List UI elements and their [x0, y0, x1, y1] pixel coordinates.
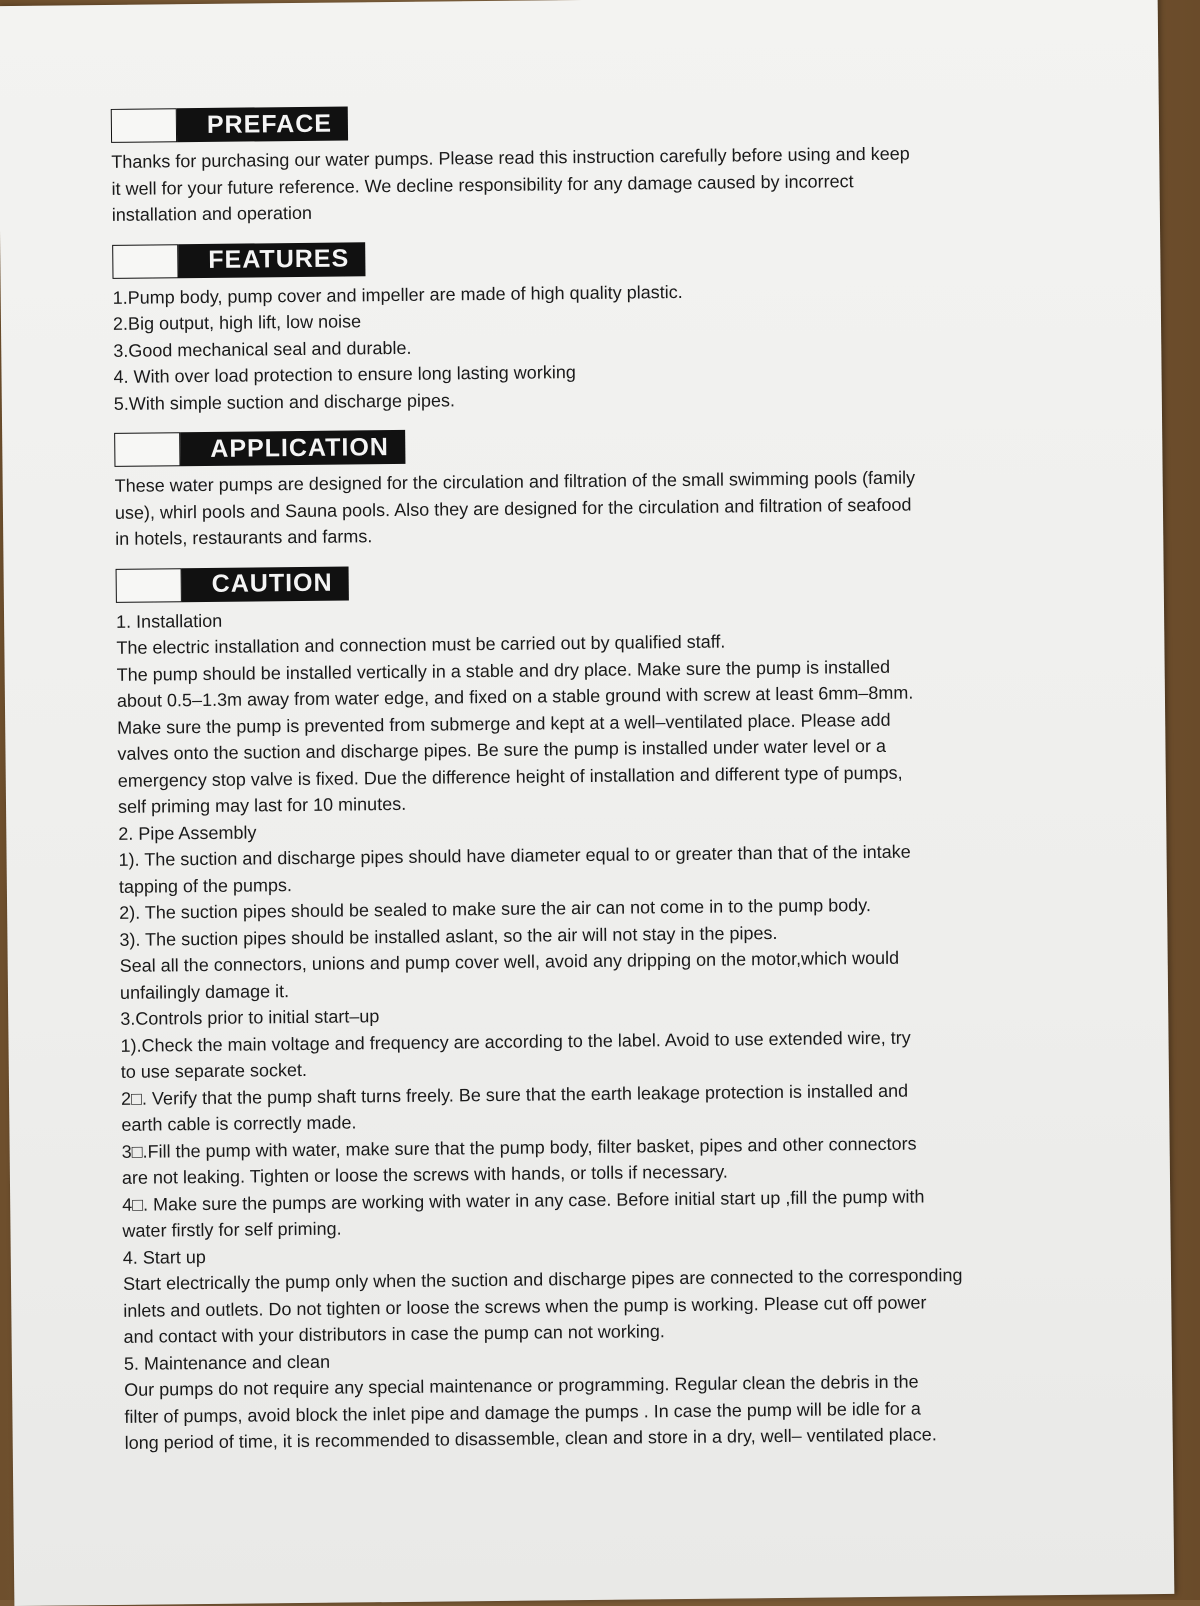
header-blank-box: [111, 108, 177, 143]
application-line: use), whirl pools and Sauna pools. Also they are designed for the circulation and filtration of seafood: [114, 494, 912, 523]
caution-line: The electric installation and connection must be carried out by qualified staff.: [116, 631, 726, 658]
feature-item: 2.Big output, high lift, low noise: [112, 311, 362, 334]
caution-line: Make sure the pump is prevented from submerge and kept at a well–ventilated place. Please add: [117, 709, 891, 738]
feature-item: 4. With over load protection to ensure long lasting working: [113, 362, 576, 387]
header-blank-box: [112, 244, 178, 279]
caution-line: 1).Check the main voltage and frequency are according to the label. Avoid to use extended wire, try: [120, 1027, 911, 1056]
caution-line: 3.Controls prior to initial start–up: [120, 1006, 380, 1029]
caution-section: [116, 558, 1115, 1456]
caution-line: water firstly for self priming.: [122, 1218, 342, 1241]
application-heading: APPLICATION: [180, 430, 405, 466]
caution-line: Our pumps do not require any special maintenance or programming. Regular clean the debris in the: [124, 1371, 919, 1400]
feature-item: 1.Pump body, pump cover and impeller are made of high quality plastic.: [112, 281, 683, 308]
caution-line: 2). The suction pipes should be sealed to make sure the air can not come in to the pump body.: [119, 895, 872, 923]
caution-line: The pump should be installed vertically in a stable and dry place. Make sure the pump is installed: [116, 656, 891, 685]
application-line: in hotels, restaurants and farms.: [115, 526, 373, 549]
caution-line: 3□.Fill the pump with water, make sure that the pump body, filter basket, pipes and other connectors: [121, 1133, 917, 1162]
caution-line: earth cable is correctly made.: [121, 1112, 357, 1135]
caution-line: 3). The suction pipes should be installed aslant, so the air will not stay in the pipes.: [119, 922, 778, 950]
preface-section: [111, 99, 1102, 229]
caution-line: inlets and outlets. Do not tighten or loose the screws when the pump is working. Please cut off power: [123, 1291, 927, 1321]
sheet-content: [111, 99, 1115, 1473]
caution-line: valves onto the suction and discharge pipes. Be sure the pump is installed under water level or a: [117, 735, 887, 764]
caution-body: [116, 598, 1115, 1456]
caution-line: 4□. Make sure the pumps are working with water in any case. Before initial start up ,fill the pump with: [122, 1185, 925, 1215]
feature-item: 3.Good mechanical seal and durable.: [113, 337, 412, 361]
caution-line: 4. Start up: [122, 1246, 206, 1268]
preface-heading: PREFACE: [177, 106, 348, 142]
caution-line: 2□. Verify that the pump shaft turns freely. Be sure that the earth leakage protection is installed and: [120, 1080, 909, 1109]
caution-heading: CAUTION: [182, 566, 349, 602]
header-blank-box: [116, 568, 182, 603]
caution-line: Start electrically the pump only when the suction and discharge pipes are connected to the corresponding: [122, 1265, 963, 1294]
preface-line: it well for your future reference. We decline responsibility for any damage caused by incorrect: [111, 170, 854, 199]
preface-line: installation and operation: [111, 202, 313, 225]
application-header: [114, 423, 1104, 467]
caution-line: filter of pumps, avoid block the inlet pipe and damage the pumps . In case the pump will be idle for a: [124, 1398, 921, 1427]
header-blank-box: [114, 432, 180, 467]
features-section: [112, 234, 1104, 417]
caution-line: 5. Maintenance and clean: [123, 1351, 331, 1374]
feature-item: 5.With simple suction and discharge pipes.: [113, 389, 456, 414]
application-line: These water pumps are designed for the circulation and filtration of the small swimming pools (family: [114, 467, 916, 496]
caution-line: tapping of the pumps.: [118, 874, 293, 897]
caution-line: self priming may last for 10 minutes.: [117, 793, 407, 817]
caution-line: long period of time, it is recommended to disassemble, clean and store in a dry, well– ventilated place.: [124, 1424, 937, 1453]
caution-line: Seal all the connectors, unions and pump cover well, avoid any dripping on the motor,which would: [119, 947, 900, 976]
caution-line: 2. Pipe Assembly: [118, 821, 257, 844]
caution-line: to use separate socket.: [120, 1059, 308, 1082]
caution-line: are not leaking. Tighten or loose the screws with hands, or tolls if necessary.: [121, 1161, 728, 1188]
caution-header: [116, 558, 1106, 602]
caution-line: unfailingly damage it.: [119, 980, 290, 1003]
caution-line: about 0.5–1.3m away from water edge, and fixed on a stable ground with screw at least 6mm–8mm.: [116, 682, 914, 711]
preface-line: Thanks for purchasing our water pumps. Please read this instruction carefully before using and keep: [111, 143, 910, 172]
application-section: [114, 423, 1105, 553]
caution-line: 1. Installation: [115, 610, 223, 632]
caution-line: emergency stop valve is fixed. Due the difference height of installation and different type of pumps,: [117, 762, 903, 791]
preface-header: [111, 99, 1101, 143]
caution-line: and contact with your distributors in case the pump can not working.: [123, 1321, 665, 1347]
caution-line: 1). The suction and discharge pipes should have diameter equal to or greater than that of the intake: [118, 841, 911, 870]
features-heading: FEATURES: [178, 242, 365, 278]
features-header: [112, 234, 1102, 278]
